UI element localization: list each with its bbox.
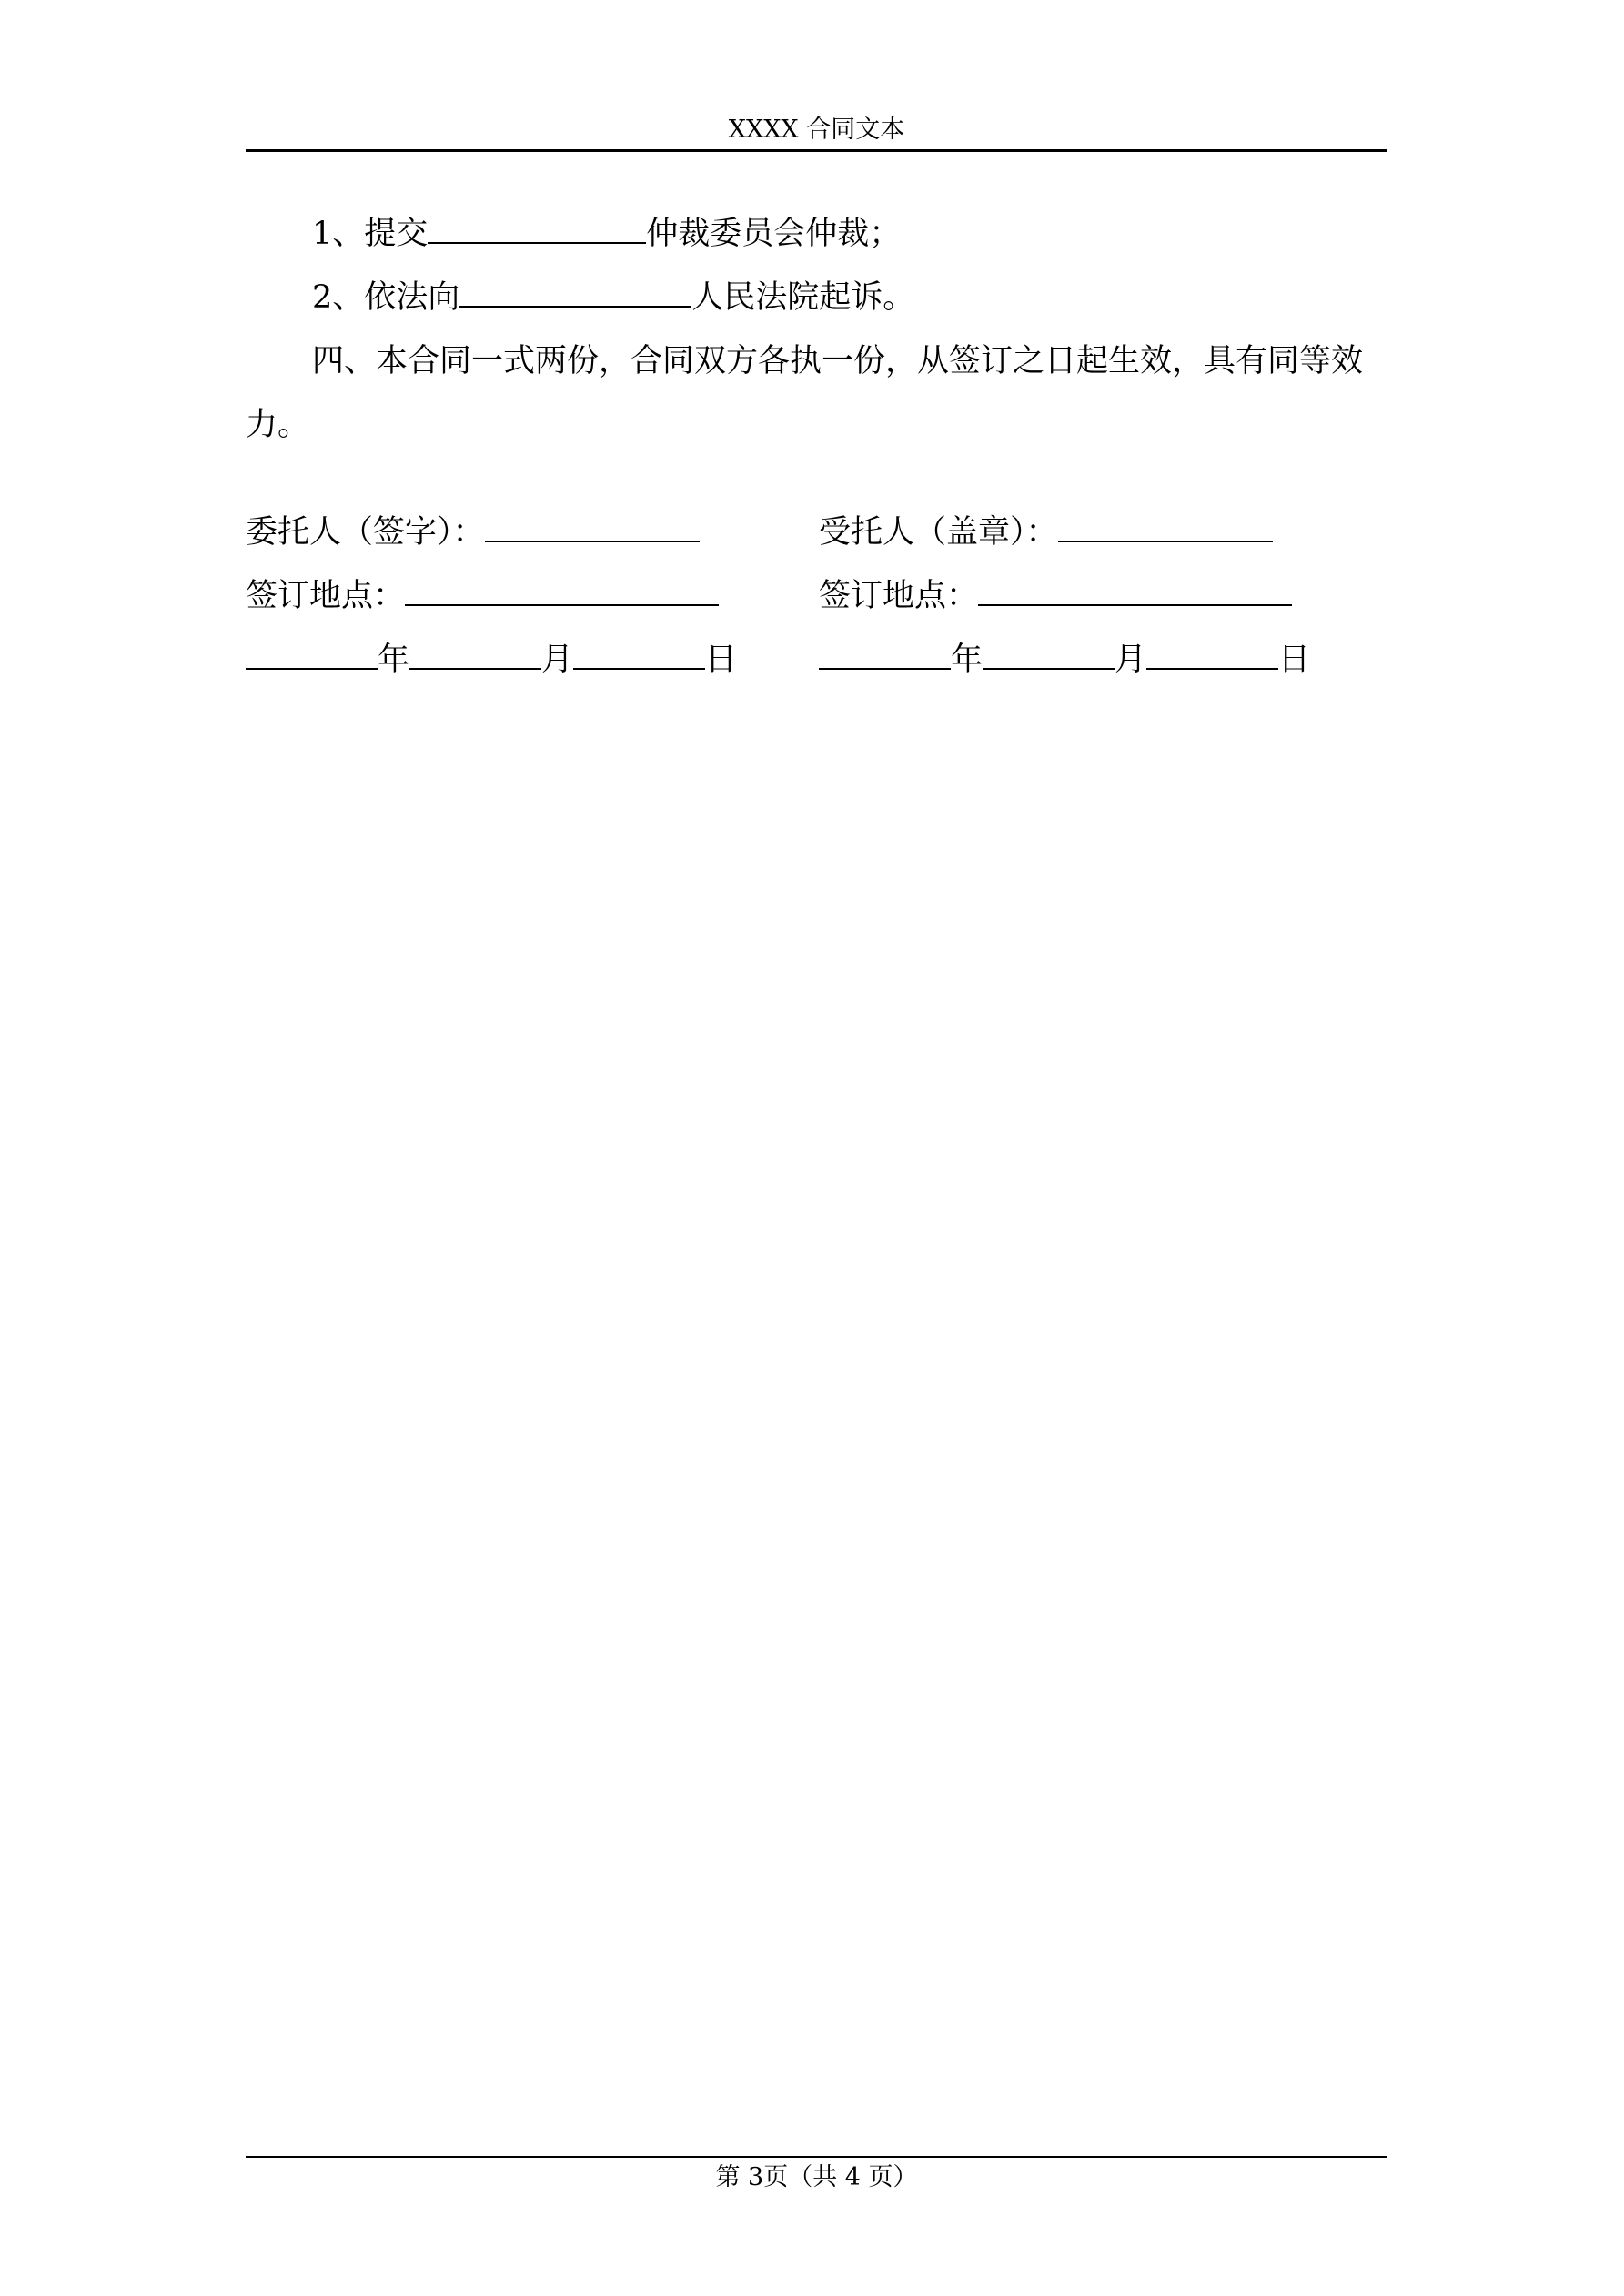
agent-day-blank: [1146, 637, 1278, 670]
arbitration-committee-blank: [428, 211, 646, 244]
principal-day-blank: [573, 637, 705, 670]
clause-4-line-1: 四、本合同一式两份，合同双方各执一份，从签订之日起生效，具有同等效: [312, 343, 1364, 379]
page-number: 第 3页（共 4 页）: [715, 2163, 918, 2191]
agent-place-label: 签订地点：: [819, 578, 979, 614]
principal-date-line: [246, 637, 737, 680]
court-blank: [459, 275, 691, 308]
principal-year-blank: [246, 637, 378, 670]
agent-month-blank: [983, 637, 1115, 670]
item-2-prefix: 2、依法向: [312, 279, 460, 316]
item-1-suffix: 仲裁委员会仲裁；: [646, 216, 902, 252]
principal-day-label: 日: [705, 642, 738, 678]
clause-4-line-2: 力。: [246, 407, 310, 443]
agent-seal-line: [819, 510, 1273, 552]
principal-month-blank: [409, 637, 541, 670]
principal-year-label: 年: [378, 642, 410, 678]
agent-seal-label: 受托人（盖章）：: [819, 514, 1058, 551]
agent-year-label: 年: [951, 642, 983, 678]
principal-signature-label: 委托人（签字）：: [246, 514, 485, 551]
footer-divider: [246, 2156, 1387, 2158]
agent-year-blank: [819, 637, 951, 670]
agent-place-blank: [978, 573, 1292, 606]
principal-place-label: 签订地点：: [246, 578, 406, 614]
principal-place-blank: [405, 573, 719, 606]
agent-day-label: 日: [1278, 642, 1311, 678]
item-1-prefix: 1、提交: [312, 216, 429, 252]
agent-date-line: [819, 637, 1310, 680]
header-title: XXXX 合同文本: [728, 116, 905, 144]
item-2-suffix: 人民法院起诉。: [691, 279, 915, 316]
principal-place-line: [246, 573, 719, 616]
agent-seal-blank: [1058, 510, 1273, 542]
principal-signature-line: [246, 510, 700, 552]
agent-place-line: [819, 573, 1292, 616]
agent-month-label: 月: [1115, 642, 1147, 678]
principal-signature-blank: [485, 510, 700, 542]
item-2-line: [312, 275, 914, 318]
header-divider: [246, 149, 1387, 152]
principal-month-label: 月: [541, 642, 574, 678]
item-1-line: [312, 211, 901, 254]
